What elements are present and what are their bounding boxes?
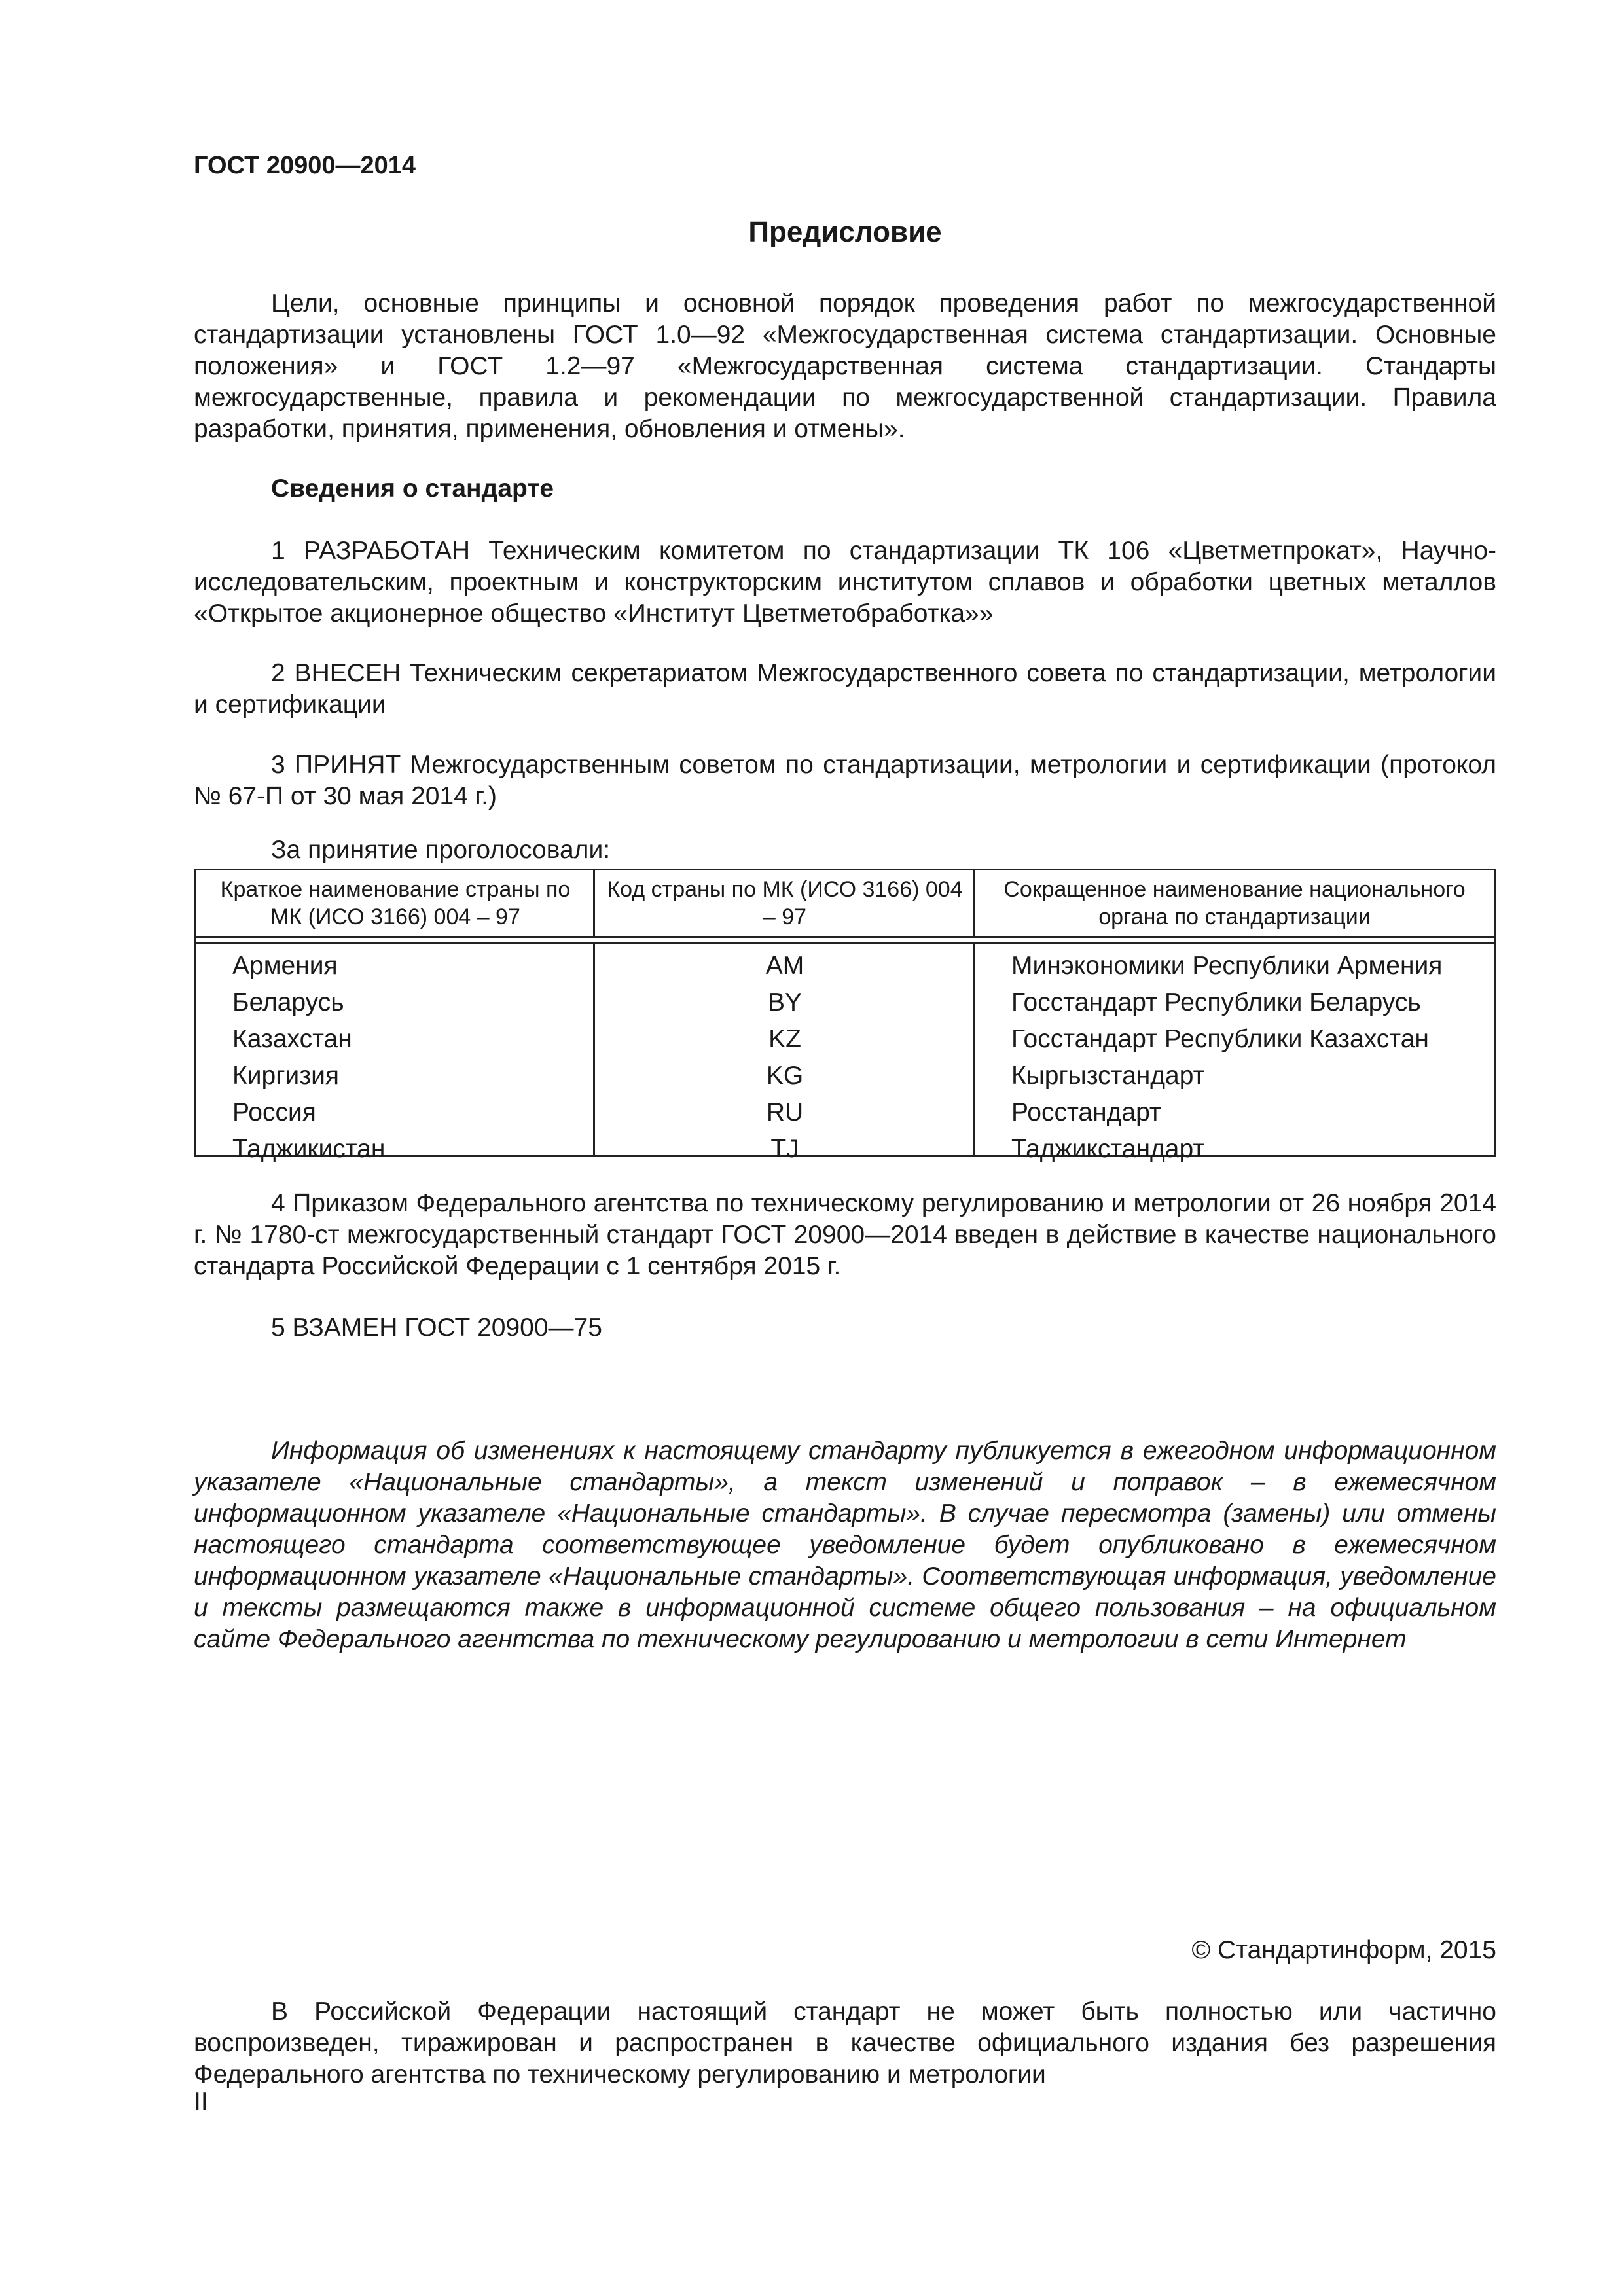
table-row [196,1094,1494,1131]
item-order: 4 Приказом Федерального агентства по техническому регулированию и метрологии от 26 ноября 2014 г. № 1780-ст межгосударственный стандарт ГОСТ 20900—2014 введен в действие в качестве национального стандарта Российской Федерации с 1 сентября 2015 г. [194,1189,1496,1280]
cell-agency: Таджикстандарт [1011,1135,1205,1163]
cell-country: Армения [232,952,338,980]
table-row [196,948,1494,984]
header-rule-double [196,942,1494,944]
cell-country: Казахстан [232,1025,352,1053]
item-submitted: 2 ВНЕСЕН Техническим секретариатом Межгосударственного совета по стандартизации, метрологии и сертификации [194,659,1496,719]
cell-agency: Госстандарт Республики Казахстан [1011,1025,1429,1053]
cell-country: Таджикистан [232,1135,386,1163]
cell-agency: Росстандарт [1011,1098,1161,1126]
table-row [196,1021,1494,1058]
cell-country: Киргизия [232,1062,339,1090]
cell-agency: Госстандарт Республики Беларусь [1011,988,1421,1016]
cell-code: AM [765,952,804,980]
intro-paragraph: Цели, основные принципы и основной порядок проведения работ по межгосударственной стандартизации установлены ГОСТ 1.0—92 «Межгосударственная система стандартизации. Основные положения» и ГОСТ 1.2—97 «Межгосударственная система стандартизации. Стандарты межгосударственные, правила и рекомендации по межгосударственной стандартизации. Правила разработки, принятия, применения, обновления и отмены». [194,289,1496,443]
item-developed: 1 РАЗРАБОТАН Техническим комитетом по стандартизации ТК 106 «Цветметпрокат», Научно-исследовательским, проектным и конструкторским институтом сплавов и обработки цветных металлов «Открытое акционерное общество «Институт Цветметобработка»» [194,537,1496,628]
cell-country: Беларусь [232,988,344,1016]
page-number: II [194,2088,208,2116]
cell-code: BY [767,988,803,1016]
cell-code: KZ [768,1025,801,1053]
voting-table [194,869,1496,1163]
page-title: Предисловие [748,216,942,248]
cell-country: Россия [232,1098,316,1126]
item-adopted: 3 ПРИНЯТ Межгосударственным советом по стандартизации, метрологии и сертификации (протокол № 67-П от 30 мая 2014 г.) [194,751,1496,810]
document-page [194,0,1496,2296]
column-header-country: Краткое наименование страны по МК (ИСО 3166) 004 – 97 [220,877,571,929]
item-replaces: 5 ВЗАМЕН ГОСТ 20900—75 [271,1314,602,1342]
cell-agency: Минэкономики Республики Армения [1011,952,1443,980]
table-body [196,948,1494,1168]
cell-agency: Кыргызстандарт [1011,1062,1205,1090]
cell-code: RU [766,1098,804,1126]
changes-notice: Информация об изменениях к настоящему стандарту публикуется в ежегодном информационном указателе «Национальные стандарты», а текст изменений и поправок – в ежемесячном информационном указателе «Национальные стандарты». В случае пересмотра (замены) или отмены настоящего стандарта соответствующее уведомление будет опубликовано в ежемесячном информационном указателе «Национальные стандарты». Соответствующая информация, уведомление и тексты размещаются также в информационной системе общего пользования – на официальном сайте Федерального агентства по техническому регулированию и метрологии в сети Интернет [194,1437,1496,1653]
table-header [196,870,1494,936]
table-row [196,984,1494,1021]
section-subheading: Сведения о стандарте [271,475,554,503]
table-row [196,1058,1494,1094]
cell-code: KG [766,1062,804,1090]
copyright: © Стандартинформ, 2015 [1191,1936,1496,1964]
rights-statement: В Российской Федерации настоящий стандарт не может быть полностью или частично воспроизведен, тиражирован и распространен в качестве официального издания без разрешения Федерального агентства по техническому регулированию и метрологии [194,1998,1496,2089]
column-header-agency: Сокращенное наименование национального органа по стандартизации [1003,877,1466,929]
header-divider [593,870,595,936]
header-rule [196,936,1494,938]
voted-label: За принятие проголосовали: [271,836,611,864]
header-divider [973,870,975,936]
table-row [196,1131,1494,1168]
column-header-code: Код страны по МК (ИСО 3166) 004 – 97 [607,877,963,929]
document-header: ГОСТ 20900—2014 [194,152,416,179]
cell-code: TJ [770,1135,799,1163]
